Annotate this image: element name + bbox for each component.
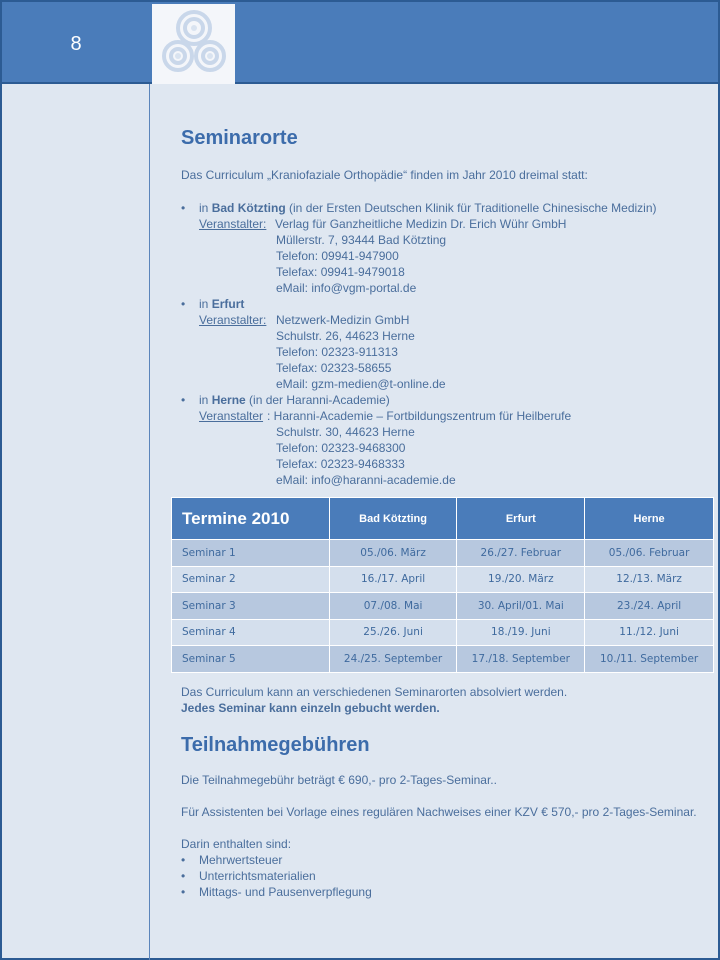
assistant-fee-text: Für Assistenten bei Vorlage eines regulären Nachweises einer KZV € 570,- pro 2-Tages-Seminar.	[181, 805, 697, 819]
schedule-table	[171, 497, 714, 673]
row-label: Seminar 4	[172, 619, 330, 646]
fax: Telefax: 02323-9468333	[276, 457, 405, 471]
bullet-icon: •	[181, 201, 186, 215]
fee-text: Die Teilnahmegebühr beträgt € 690,- pro 2-Tages-Seminar..	[181, 773, 497, 787]
list-item: • Mittags- und Pausenverpflegung	[181, 884, 711, 900]
organizer-name: Verlag für Ganzheitliche Medizin Dr. Erich Wühr GmbH	[275, 217, 567, 231]
address: Schulstr. 26, 44623 Herne	[276, 329, 415, 343]
section-title-seminarorte: Seminarorte	[181, 127, 298, 149]
organizer-name: Netzwerk-Medizin GmbH	[276, 313, 410, 327]
table-cell: 17./18. September	[457, 646, 585, 673]
booking-note	[181, 684, 567, 716]
organizer-label: Veranstalter:	[199, 313, 267, 327]
address: Müllerstr. 7, 93444 Bad Kötzting	[276, 233, 447, 247]
spiral-logo-icon	[156, 6, 232, 82]
bullet-icon: •	[181, 393, 186, 407]
list-item: • Unterrichtsmaterialien	[181, 868, 711, 884]
row-label: Seminar 5	[172, 646, 330, 673]
column-header: Bad Kötzting	[329, 498, 457, 540]
table-row	[172, 619, 714, 646]
location-herne	[181, 392, 711, 488]
location-erfurt	[181, 296, 711, 392]
note-line: Das Curriculum kann an verschiedenen Seminarorten absolviert werden.	[181, 685, 568, 699]
row-label: Seminar 3	[172, 593, 330, 620]
schedule-title: Termine 2010	[172, 498, 330, 540]
table-row	[172, 566, 714, 593]
organizer-label: Veranstalter:	[199, 217, 267, 231]
included-list	[181, 852, 711, 900]
location-heading: in Herne (in der Haranni-Academie)	[199, 393, 390, 407]
table-cell: 26./27. Februar	[457, 540, 585, 567]
table-row	[172, 646, 714, 673]
table-cell: 05./06. Februar	[585, 540, 714, 567]
included-label: Darin enthalten sind:	[181, 837, 292, 851]
page-number: 8	[70, 32, 82, 55]
table-cell: 25./26. Juni	[329, 619, 457, 646]
fax: Telefax: 09941-9479018	[276, 265, 405, 279]
logo	[152, 4, 235, 84]
phone: Telefon: 02323-911313	[276, 345, 398, 359]
fees-block	[181, 772, 711, 900]
column-header: Erfurt	[457, 498, 585, 540]
email: eMail: info@haranni-academie.de	[276, 473, 456, 487]
row-label: Seminar 2	[172, 566, 330, 593]
table-cell: 05./06. März	[329, 540, 457, 567]
location-bad-koetzting	[181, 200, 711, 296]
table-cell: 12./13. März	[585, 566, 714, 593]
table-cell: 23./24. April	[585, 593, 714, 620]
organizer-label: Veranstalter	[199, 409, 264, 423]
bullet-icon: •	[181, 297, 186, 311]
fax: Telefax: 02323-58655	[276, 361, 392, 375]
table-cell: 18./19. Juni	[457, 619, 585, 646]
phone: Telefon: 02323-9468300	[276, 441, 406, 455]
email: eMail: info@vgm-portal.de	[276, 281, 417, 295]
table-cell: 19./20. März	[457, 566, 585, 593]
table-cell: 16./17. April	[329, 566, 457, 593]
column-header: Herne	[585, 498, 714, 540]
phone: Telefon: 09941-947900	[276, 249, 399, 263]
location-heading: in Erfurt	[199, 297, 245, 311]
location-heading: in Bad Kötzting (in der Ersten Deutschen Klinik für Traditionelle Chinesische Medizin)	[199, 201, 657, 215]
list-item: • Mehrwertsteuer	[181, 852, 711, 868]
table-cell: 10./11. September	[585, 646, 714, 673]
row-label: Seminar 1	[172, 540, 330, 567]
table-cell: 30. April/01. Mai	[457, 593, 585, 620]
email: eMail: gzm-medien@t-online.de	[276, 377, 446, 391]
table-cell: 11./12. Juni	[585, 619, 714, 646]
page-header	[0, 0, 720, 84]
address: Schulstr. 30, 44623 Herne	[276, 425, 415, 439]
organizer-name: : Haranni-Academie – Fortbildungszentrum für Heilberufe	[267, 409, 572, 423]
table-row	[172, 593, 714, 620]
section-title-teilnahmegebuehren: Teilnahmegebühren	[181, 734, 370, 756]
table-row	[172, 540, 714, 567]
table-cell: 07./08. Mai	[329, 593, 457, 620]
note-emphasis: Jedes Seminar kann einzeln gebucht werden.	[181, 701, 440, 715]
left-margin-column	[0, 84, 150, 960]
intro-text: Das Curriculum „Kraniofaziale Orthopädie“ finden im Jahr 2010 dreimal statt:	[181, 168, 588, 182]
table-cell: 24./25. September	[329, 646, 457, 673]
